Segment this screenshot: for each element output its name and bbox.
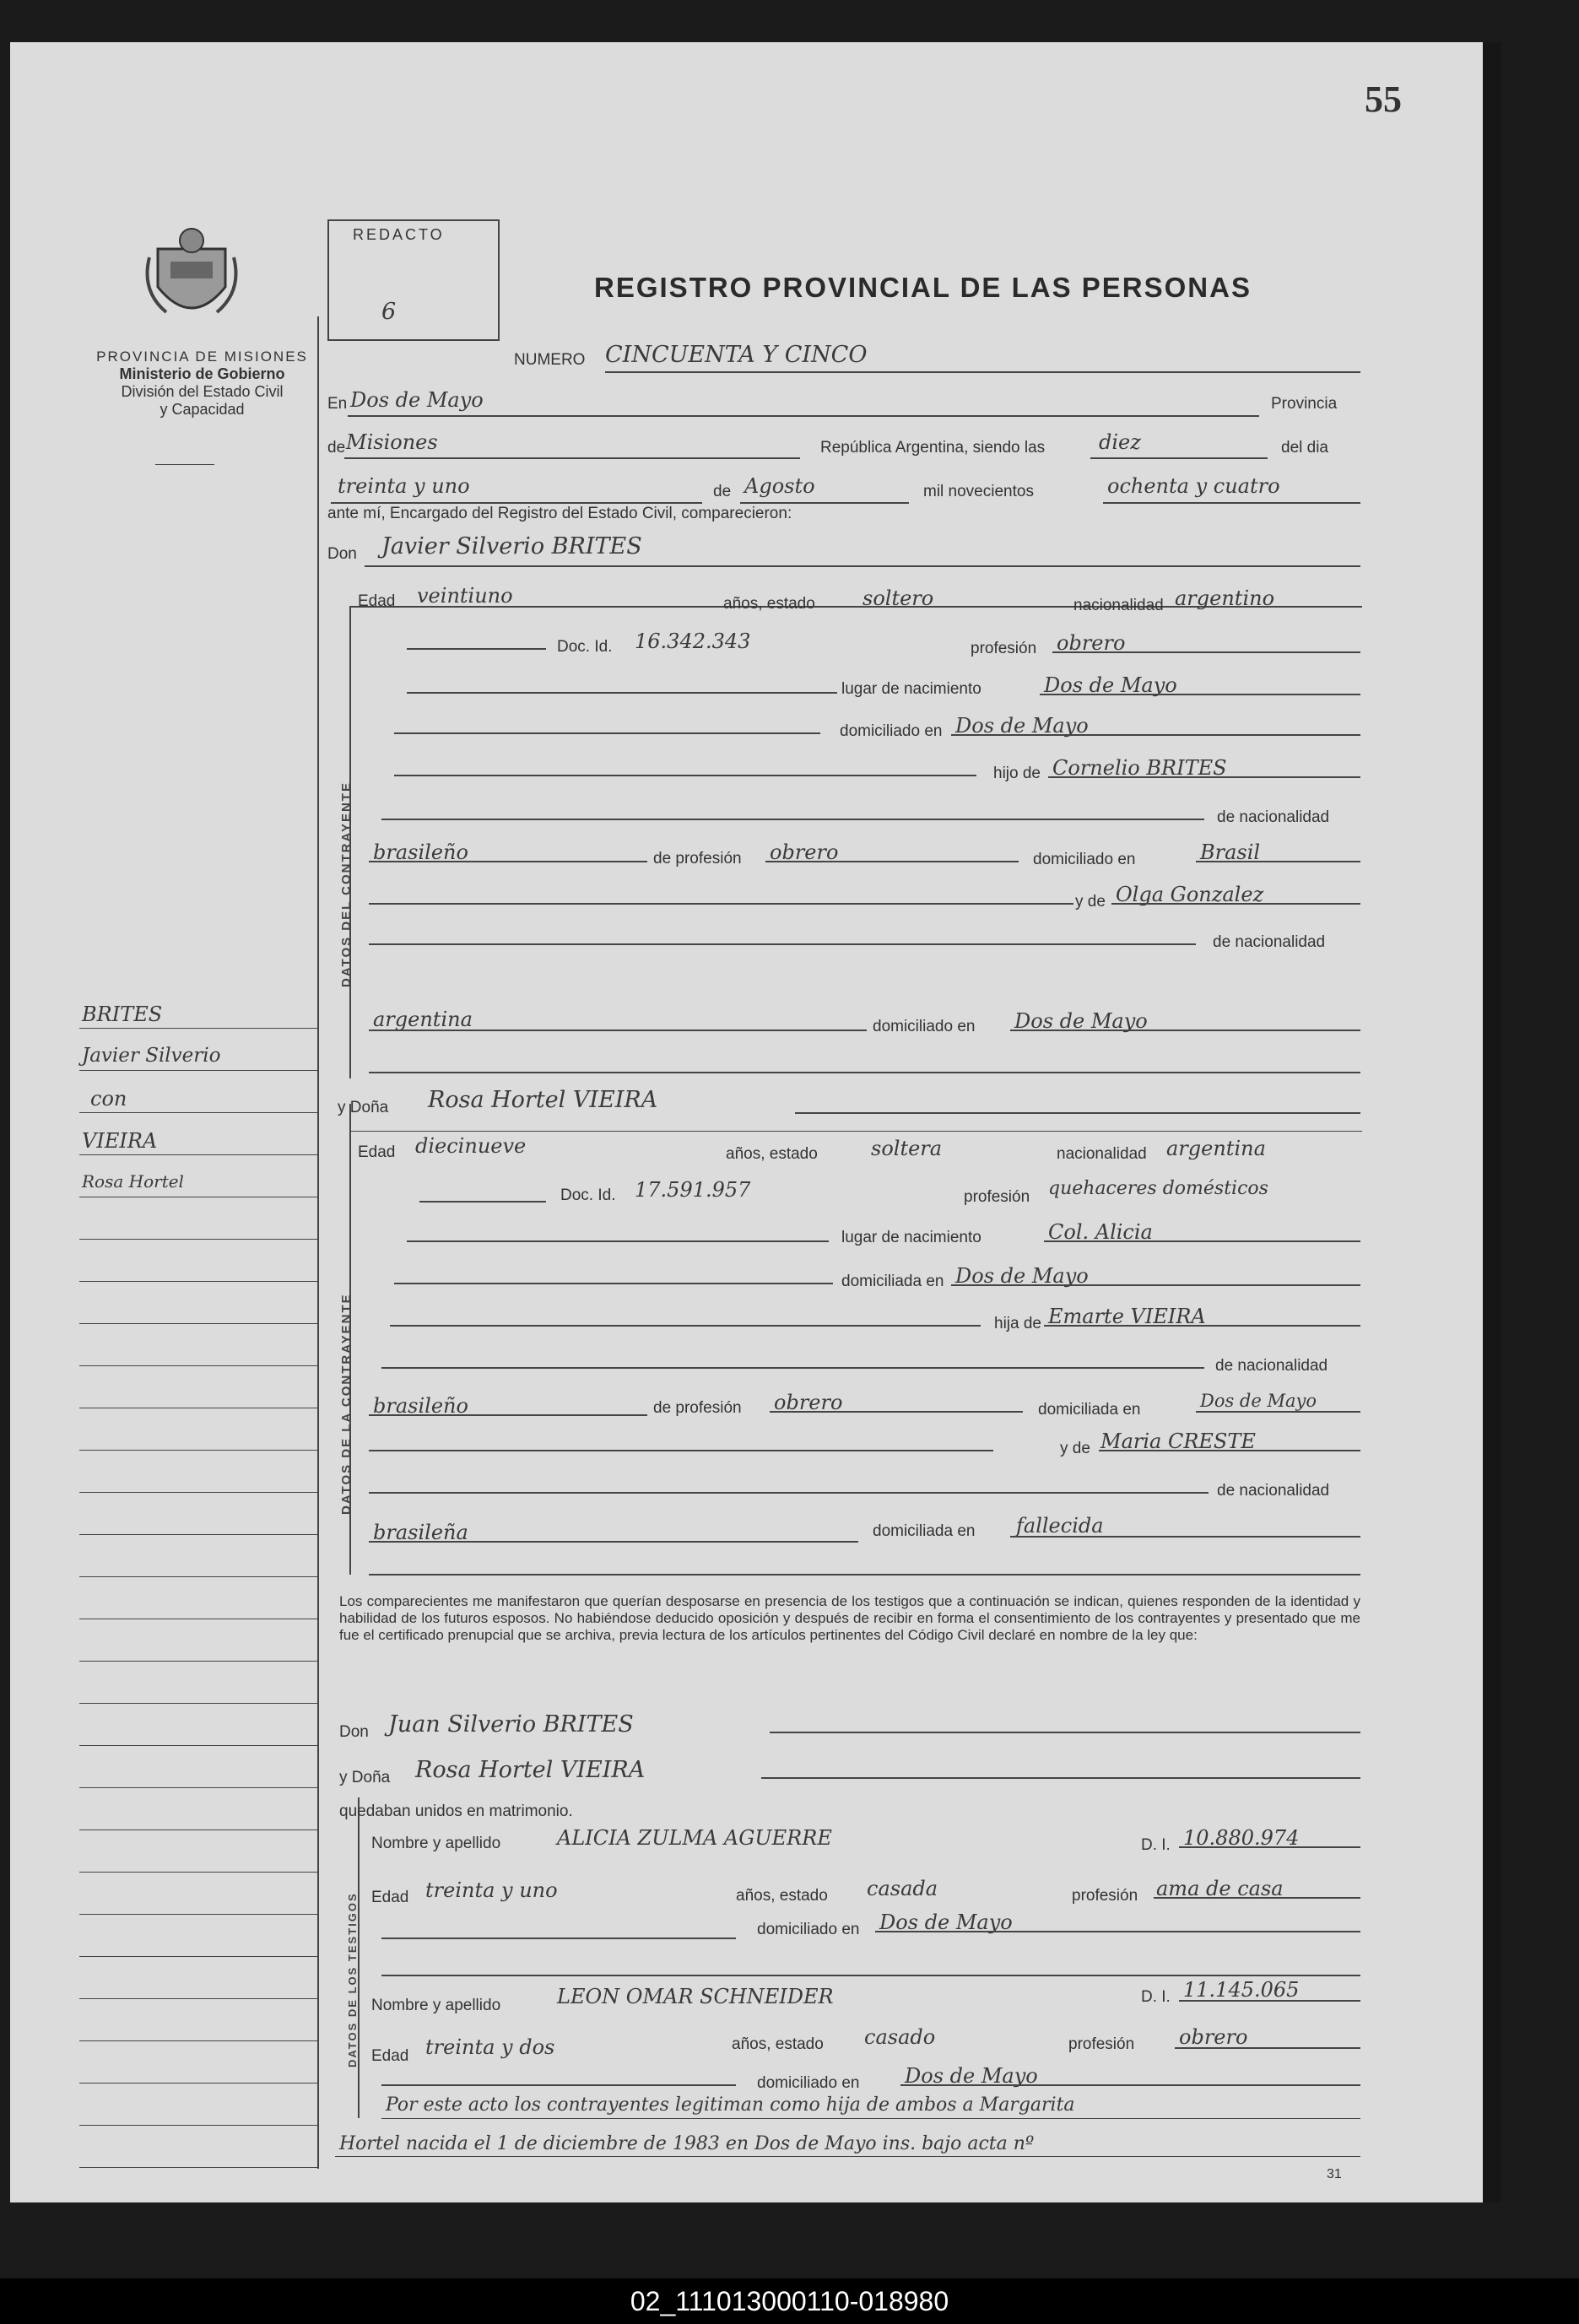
bride-doc: 17.591.957 (635, 1178, 751, 1202)
form-rule-line (765, 861, 1019, 862)
legitimation-note-1: Por este acto los contrayentes legitiman como hija de ambos a Margarita (386, 2094, 1075, 2116)
groom-name: Javier Silverio BRITES (381, 533, 642, 559)
bride-madre-dom-label: domiciliada en (873, 1522, 976, 1540)
form-rule-line (79, 1323, 317, 1324)
witnesses-w1-nombre: ALICIA ZULMA AGUERRE (557, 1826, 832, 1850)
form-rule-line (1196, 861, 1360, 862)
act-del-dia-label: del dia (1281, 439, 1328, 457)
groom-doc: 16.342.343 (635, 630, 751, 653)
form-rule-line (1010, 1030, 1360, 1031)
form-rule-line (79, 1028, 317, 1029)
form-rule-line (1103, 502, 1360, 504)
act-de-label: de (327, 439, 346, 457)
form-rule-line (369, 1414, 647, 1416)
witnesses-section-label: DATOS DE LOS TESTIGOS (346, 1892, 359, 2067)
bride-anios-estado-label: años, estado (726, 1145, 818, 1163)
declaration-unidos: quedaban unidos en matrimonio. (339, 1802, 573, 1820)
form-rule-line (79, 1914, 317, 1915)
form-rule-line (1196, 1411, 1360, 1413)
groom-section-label: DATOS DEL CONTRAYENTE (339, 781, 354, 987)
form-rule-line (951, 734, 1360, 736)
form-rule-line (1099, 1450, 1360, 1451)
margin-surname: BRITES (82, 1003, 163, 1026)
form-rule-line (1044, 1325, 1360, 1327)
form-rule-line (1044, 1240, 1360, 1242)
declaration-don-label: Don (339, 1723, 369, 1741)
groom-padre-prof-label: de profesión (653, 850, 742, 867)
declaration-text: Los comparecientes me manifestaron que querían desposarse en presencia de los testigos que a continuación se indican, quienes responden de la identidad y habilidad de los futuros esposos. No habiéndose deducido oposición y después de recibir en forma el consentimiento de los contrayentes y presentado que me fue el certificado prenupcial que se archiva, previa lectura de los artículos pertinentes del Código Civil declaré en nombre de la ley que: (339, 1593, 1360, 1643)
groom-profesion-label: profesión (971, 640, 1037, 657)
bride-doc-label: Doc. Id. (560, 1186, 616, 1204)
form-rule-line (369, 1072, 1360, 1073)
form-rule-line (740, 502, 909, 504)
form-rule-line (79, 2040, 317, 2041)
witnesses-w2-domicilio: Dos de Mayo (905, 2064, 1038, 2088)
groom-lugar-label: lugar de nacimiento (841, 680, 981, 698)
groom-madre-nac: argentina (373, 1008, 473, 1031)
form-rule-line (1111, 903, 1360, 905)
witnesses-domicilio-label: domiciliado en (757, 2074, 860, 2092)
witnesses-w2-di: 11.145.065 (1183, 1978, 1300, 2002)
form-rule-line (79, 1829, 317, 1830)
bride-de-nac-label: de nacionalidad (1215, 1357, 1328, 1375)
province-header (73, 348, 331, 419)
groom-de-nac-label: de nacionalidad (1217, 808, 1330, 826)
form-rule-line (1010, 1536, 1360, 1538)
groom-hijo-label: hijo de (993, 765, 1041, 782)
act-mil-label: mil novecientos (923, 483, 1034, 500)
act-en-label: En (327, 395, 348, 413)
bride-madre: Maria CRESTE (1100, 1430, 1256, 1453)
form-rule-line (79, 1576, 317, 1577)
form-rule-line (79, 1365, 317, 1366)
witnesses-w2-edad: treinta y dos (425, 2035, 555, 2059)
witnesses-profesion-label: profesión (1068, 2035, 1135, 2053)
legitimation-note-2: Hortel nacida el 1 de diciembre de 1983 en Dos de Mayo ins. bajo acta nº (339, 2133, 1035, 2154)
form-rule-line (369, 1450, 993, 1451)
page-title: REGISTRO PROVINCIAL DE LAS PERSONAS (594, 272, 1252, 303)
bride-padre-nac: brasileño (373, 1394, 468, 1418)
witnesses-w1-estado: casada (867, 1877, 938, 1900)
bride-madre-nac: brasileña (373, 1521, 468, 1544)
form-rule-line (369, 903, 1073, 905)
bride-edad: diecinueve (415, 1134, 527, 1158)
bride-lugar: Col. Alicia (1048, 1220, 1153, 1244)
form-rule-line (79, 1661, 317, 1662)
form-rule-line (369, 1541, 858, 1543)
form-rule-line (79, 1112, 317, 1113)
form-rule-line (900, 2084, 1360, 2086)
form-rule-line (951, 1284, 1360, 1286)
form-rule-line (79, 1450, 317, 1451)
groom-doc-label: Doc. Id. (557, 638, 613, 656)
groom-anios-estado-label: años, estado (723, 595, 815, 613)
header-province-lines-0: PROVINCIA DE MISIONES (96, 349, 308, 365)
form-rule-line (365, 565, 1360, 567)
groom-padre: Cornelio BRITES (1052, 756, 1227, 780)
form-rule-line (349, 1131, 1362, 1132)
form-rule-line (79, 1239, 317, 1240)
act-provincia-label: Provincia (1271, 395, 1338, 413)
bride-dona-label: y Doña (338, 1099, 389, 1116)
groom-lugar: Dos de Mayo (1044, 673, 1177, 697)
groom-nacionalidad-label: nacionalidad (1073, 597, 1164, 614)
witnesses-edad-label: Edad (371, 2047, 409, 2065)
form-rule-line (1090, 457, 1268, 459)
redacto-box (327, 219, 500, 341)
form-rule-line (381, 2084, 736, 2086)
form-rule-line (79, 1703, 317, 1704)
form-rule-line (407, 1240, 829, 1242)
groom-madre-dom-label: domiciliado en (873, 1018, 976, 1035)
form-rule-line (369, 1492, 1209, 1494)
margin-bride-surname: VIEIRA (82, 1129, 158, 1153)
margin-given-name: Javier Silverio (82, 1045, 221, 1067)
act-anio: ochenta y cuatro (1107, 474, 1280, 498)
act-numero-label: NUMERO (514, 351, 586, 369)
form-rule-line (394, 775, 976, 776)
act-ante-label: ante mí, Encargado del Registro del Estado Civil, comparecieron: (327, 505, 792, 522)
form-rule-line (155, 464, 214, 465)
act-de-mes-label: de (713, 483, 732, 500)
form-rule-line (605, 371, 1360, 373)
form-rule-line (79, 2125, 317, 2126)
form-rule-line (79, 1281, 317, 1282)
form-rule-line (331, 502, 702, 504)
declaration-dona-label: y Doña (339, 1769, 391, 1786)
bride-hija-label: hija de (994, 1315, 1041, 1332)
bride-lugar-label: lugar de nacimiento (841, 1229, 981, 1246)
bride-name: Rosa Hortel VIEIRA (428, 1087, 658, 1113)
witnesses-di-label: D. I. (1141, 1988, 1171, 2006)
bride-nacionalidad-label: nacionalidad (1057, 1145, 1147, 1163)
form-rule-line (770, 1411, 1023, 1413)
form-rule-line (369, 861, 647, 862)
witnesses-domicilio-label: domiciliado en (757, 1921, 860, 1938)
form-rule-line (317, 316, 319, 2169)
form-rule-line (381, 819, 1204, 820)
bride-section-label: DATOS DE LA CONTRAYENTE (339, 1293, 354, 1515)
bride-edad-label: Edad (358, 1143, 396, 1161)
form-rule-line (419, 1201, 546, 1203)
form-rule-line (407, 648, 546, 650)
groom-edad: veintiuno (417, 584, 513, 608)
groom-madre: Olga Gonzalez (1116, 883, 1264, 906)
form-rule-line (390, 1325, 981, 1327)
form-rule-line (79, 1872, 317, 1873)
bride-profesion: quehaceres domésticos (1048, 1178, 1268, 1199)
witnesses-profesion-label: profesión (1072, 1887, 1138, 1905)
form-rule-line (761, 1777, 1360, 1779)
form-rule-line (1040, 694, 1360, 695)
act-numero: CINCUENTA Y CINCO (605, 342, 868, 368)
groom-estado: soltero (863, 586, 934, 610)
scan-filename: 02_111013000110-018980 (0, 2278, 1579, 2324)
act-provincia: Misiones (346, 430, 438, 454)
groom-padre-prof: obrero (770, 840, 839, 864)
bride-padre-dom-label: domiciliada en (1038, 1401, 1141, 1419)
groom-domicilio: Dos de Mayo (955, 714, 1089, 738)
form-rule-line (875, 1931, 1360, 1932)
form-rule-line (79, 1998, 317, 1999)
form-rule-line (79, 2167, 317, 2168)
form-rule-line (381, 1367, 1204, 1369)
witnesses-w2-profesion: obrero (1179, 2025, 1248, 2049)
witnesses-di-label: D. I. (1141, 1836, 1171, 1854)
groom-don-label: Don (327, 545, 357, 563)
margin-bride-name: Rosa Hortel (82, 1171, 184, 1192)
witnesses-w1-edad: treinta y uno (425, 1878, 558, 1902)
witnesses-w2-nombre: LEON OMAR SCHNEIDER (557, 1985, 834, 2008)
groom-nacionalidad: argentino (1175, 586, 1275, 610)
witnesses-nombre-label: Nombre y apellido (371, 1997, 501, 2014)
declaration-bride: Rosa Hortel VIEIRA (415, 1757, 646, 1783)
form-rule-line (381, 1938, 736, 1939)
form-rule-line (394, 1283, 833, 1284)
form-rule-line (1175, 2047, 1360, 2049)
form-rule-line (79, 1787, 317, 1788)
bride-padre: Emarte VIEIRA (1048, 1305, 1206, 1328)
document-page (10, 42, 1501, 2202)
header-province-lines-1: Ministerio de Gobierno (119, 365, 285, 382)
form-rule-line (344, 457, 800, 459)
form-rule-line (369, 1030, 867, 1031)
witnesses-w1-domicilio: Dos de Mayo (879, 1911, 1013, 1934)
bride-profesion-label: profesión (964, 1188, 1030, 1206)
form-rule-line (348, 415, 1259, 417)
bride-domicilio-label: domiciliada en (841, 1273, 944, 1290)
groom-y-de-label: y de (1075, 893, 1106, 911)
margin-con: con (90, 1087, 127, 1111)
form-rule-line (770, 1732, 1360, 1733)
form-rule-line (394, 732, 820, 734)
bride-de-nac-label: de nacionalidad (1217, 1482, 1330, 1500)
form-rule-line (381, 1975, 1360, 1976)
witnesses-w1-profesion: ama de casa (1156, 1877, 1284, 1900)
witnesses-w1-di: 10.880.974 (1183, 1826, 1300, 1850)
form-rule-line (1154, 1897, 1360, 1899)
groom-padre-dom-label: domiciliado en (1033, 851, 1136, 868)
groom-profesion: obrero (1057, 631, 1126, 655)
form-rule-line (795, 1112, 1360, 1114)
header-province-lines-3: y Capacidad (160, 401, 245, 418)
page-number: 55 (1365, 78, 1402, 120)
witnesses-nombre-label: Nombre y apellido (371, 1835, 501, 1852)
act-mes: Agosto (744, 474, 815, 498)
bride-domicilio: Dos de Mayo (955, 1264, 1089, 1288)
groom-domicilio-label: domiciliado en (840, 722, 943, 740)
bride-nacionalidad: argentina (1166, 1137, 1266, 1160)
form-rule-line (1052, 651, 1360, 653)
bride-estado: soltera (871, 1137, 943, 1160)
form-rule-line (79, 1154, 317, 1155)
redacto-value: 6 (381, 299, 397, 325)
form-rule-line (1179, 2000, 1360, 2002)
bride-padre-prof-label: de profesión (653, 1399, 742, 1417)
form-rule-line (1179, 1846, 1360, 1848)
act-dia: treinta y uno (338, 474, 470, 498)
form-rule-line (1048, 776, 1360, 778)
groom-edad-label: Edad (358, 592, 396, 610)
form-rule-line (381, 2118, 1360, 2119)
form-rule-line (335, 2156, 1360, 2157)
form-rule-line (79, 1534, 317, 1535)
witnesses-anios-estado-label: años, estado (732, 2035, 824, 2053)
header-province-lines-2: División del Estado Civil (121, 383, 284, 400)
witnesses-w2-estado: casado (864, 2025, 936, 2049)
groom-padre-dom: Brasil (1200, 840, 1261, 864)
form-rule-line (407, 692, 837, 694)
bride-padre-dom: Dos de Mayo (1200, 1391, 1317, 1411)
bride-y-de-label: y de (1060, 1440, 1090, 1457)
coat-of-arms-icon (141, 224, 242, 333)
act-hora: diez (1099, 430, 1141, 454)
form-rule-line (369, 943, 1196, 945)
form-rule-line (79, 1956, 317, 1957)
act-republica-label: República Argentina, siendo las (820, 439, 1046, 457)
note-small: 31 (1327, 2167, 1342, 2181)
form-rule-line (369, 1574, 1360, 1575)
witnesses-anios-estado-label: años, estado (736, 1887, 828, 1905)
groom-padre-nac: brasileño (373, 840, 468, 864)
bride-madre-dom: fallecida (1016, 1514, 1104, 1538)
witnesses-edad-label: Edad (371, 1889, 409, 1906)
form-rule-line (79, 1745, 317, 1746)
act-en: Dos de Mayo (350, 388, 484, 412)
redacto-label: REDACTO (353, 226, 445, 243)
form-rule-line (79, 1070, 317, 1071)
bride-padre-prof: obrero (774, 1391, 843, 1414)
groom-de-nac-label: de nacionalidad (1213, 933, 1326, 951)
form-rule-line (79, 1492, 317, 1493)
groom-madre-dom: Dos de Mayo (1014, 1009, 1148, 1033)
declaration-groom: Juan Silverio BRITES (388, 1711, 634, 1738)
